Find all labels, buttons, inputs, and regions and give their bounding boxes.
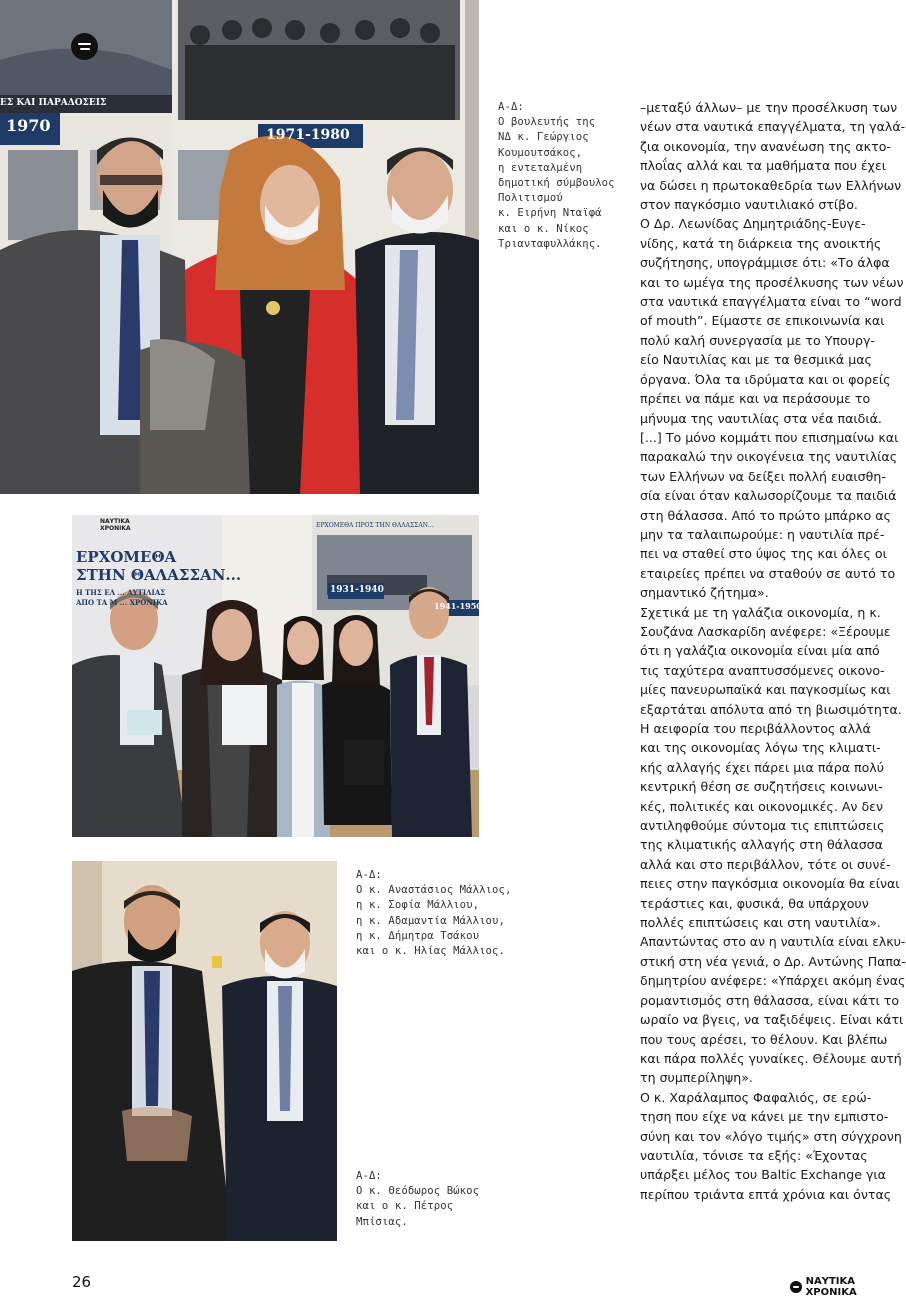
poster-year-1931-1940: 1931-1940: [330, 585, 384, 595]
article-line: πειες στην παγκόσμια οικονομία θα είναι: [640, 876, 900, 892]
poster-brand: ΝΑΥΤΙΚΑ ΧΡΟΝΙΚΑ: [100, 518, 131, 532]
article-line: πει να σταθεί στο ύψος της και όλες οι: [640, 546, 887, 562]
article-line: τεράστιες και, φυσικά, θα υπάρχουν: [640, 895, 869, 911]
poster-year-1970: 1970: [6, 116, 51, 135]
article-line: Σουζάνα Λασκαρίδη ανέφερε: «Ξέρουμε: [640, 623, 891, 639]
article-line: ωραίο να βγεις, να ταξιδέψεις. Είναι κάτι: [640, 1012, 904, 1028]
caption-line: ΝΔ κ. Γεώργιος: [498, 131, 589, 144]
article-line: και το ωμέγα της προσέλκυσης των νέων: [640, 274, 904, 290]
caption-line: και ο κ. Ηλίας Μάλλιος.: [356, 945, 505, 958]
footer-brand: [790, 1276, 906, 1298]
article-line: ρομαντισμός στη θάλασσα, είναι κάτι το: [640, 992, 900, 1008]
article-line: και της οικονομίας λόγω της κλιματι-: [640, 740, 881, 756]
article-line: τις ταχύτερα αναπτυσσόμενες οικονο-: [640, 662, 885, 678]
article-line: Σχετικά με τη γαλάζια οικονομία, η κ.: [640, 604, 881, 620]
poster-year-1971-1980: 1971-1980: [266, 127, 350, 143]
article-line: πολύ καλή συνεργασία με το Υπουργ-: [640, 332, 875, 348]
caption-line: Τριανταφυλλάκης.: [498, 237, 602, 250]
article-line: στον παγκόσμιο ναυτιλιακό στίβο.: [640, 197, 858, 213]
photo-vokos-bisias: [72, 861, 337, 1241]
banner-title-2: ΣΤΗΝ ΘΑΛΑΣΣΑΝ...: [76, 566, 242, 584]
article-line: κεντρική θέση σε συζητήσεις κοινωνι-: [640, 779, 883, 795]
article-line: ναυτιλία, τόνισε τα εξής: «Έχοντας: [640, 1147, 868, 1163]
caption-line: Ο κ. Θεόδωρος Βώκος: [356, 1185, 480, 1198]
article-line: παρακαλώ την οικογένεια της ναυτιλίας: [640, 449, 898, 465]
caption-line: Πολιτισμού: [498, 192, 563, 205]
caption-line: και ο κ. Πέτρος: [356, 1200, 454, 1213]
article-line: πολλές επιπτώσεις και στη ναυτιλία».: [640, 915, 881, 931]
caption-line: κ. Ειρήνη Νταϊφά: [498, 207, 602, 220]
article-line: [...] Το μόνο κομμάτι που επισημαίνω και: [640, 429, 899, 445]
article-line: που τους αρέσει, το θέλουν. Και βλέπω: [640, 1031, 888, 1047]
article-line: των Ελλήνων να δείξει πολλή ευαισθη-: [640, 468, 886, 484]
article-line: τηση που είχε να κάνει με την εμπιστο-: [640, 1109, 889, 1125]
article-line: κής αλλαγής έχει πάρει μια πάρα πολύ: [640, 759, 885, 775]
article-line: νέων στα ναυτικά επαγγέλματα, τη γαλά-: [640, 119, 906, 135]
article-line: –μεταξύ άλλων– με την προσέλκυση των: [640, 100, 898, 115]
caption-line: η εντεταλμένη: [498, 161, 583, 174]
article-line: αντιληφθούμε σύντομα τις επιπτώσεις: [640, 818, 885, 834]
article-line: εξαρτάται απόλυτα από τη βιωσιμότητα.: [640, 701, 902, 717]
article-line: της κλιματικής αλλαγής στη θάλασσα: [640, 837, 883, 853]
article-line: σία είναι όταν καλωσορίζουμε τα παιδιά: [640, 488, 897, 504]
caption-line: Α-Δ:: [356, 1170, 382, 1182]
article-text-column: [640, 98, 906, 1204]
article-line: ότι η γαλάζια οικονομία είναι μία από: [640, 643, 880, 659]
page-number: 26: [72, 1273, 92, 1291]
article-line: μην τα ταλαιπωρούμε: η ναυτιλία πρέ-: [640, 526, 885, 542]
banner-sub-2: ΑΠΟ ΤΑ Μ ... ΧΡΟΝΙΚΑ: [76, 598, 168, 607]
poster-year-1941-1950: 1941-1950: [434, 601, 482, 611]
caption-line: Κουμουτσάκος,: [498, 146, 583, 159]
photo-caption-2: [356, 868, 526, 959]
article-line: Ο Δρ. Λεωνίδας Δημητριάδης-Ευγε-: [640, 216, 866, 232]
article-line: στα ναυτικά επαγγέλματα είναι το “word: [640, 294, 902, 310]
photo-caption-1: [498, 100, 628, 252]
article-line: περίπου τριάντα επτά χρόνια και όντας: [640, 1186, 892, 1202]
article-line: είο Ναυτιλίας και με τα θεσμικά μας: [640, 352, 872, 368]
magazine-logo-icon: [71, 33, 98, 60]
article-line: στη θάλασσα. Από το πρώτο μπάρκο ας: [640, 507, 891, 523]
banner-sub-1: Η ΤΗΣ ΕΛ ... ΑΥΤΙΛΙΑΣ: [76, 588, 166, 597]
caption-line: Α-Δ:: [498, 101, 524, 113]
article-line: μήνυμα της ναυτιλίας στα νέα παιδιά.: [640, 410, 882, 426]
article-line: σύνη και τον «λόγο τιμής» στη σύγχρονη: [640, 1128, 902, 1144]
caption-line: Α-Δ:: [356, 869, 382, 881]
poster-heading: ΕΣ ΚΑΙ ΠΑΡΑΔΟΣΕΙΣ: [0, 98, 107, 108]
banner-title-1: ΕΡΧΟΜΕΘΑ: [76, 548, 177, 566]
article-line: δημητρίου ανέφερε: «Υπάρχει ακόμη ένας: [640, 973, 906, 989]
caption-line: δημοτική σύμβουλος: [498, 177, 615, 190]
article-line: Η αειφορία του περιβάλλοντος αλλά: [640, 721, 871, 736]
article-line: κές, πολιτικές και οικονομικές. Αν δεν: [640, 798, 884, 814]
article-line: πρέπει να πάμε και να περάσουμε το: [640, 391, 871, 407]
article-line: αλλά και στο περιβάλλον, τότε οι συνέ-: [640, 856, 891, 872]
article-line: τη συμπερίληψη».: [640, 1070, 753, 1086]
caption-line: η κ. Αδαμαντία Μάλλιου,: [356, 914, 505, 927]
caption-line: Ο κ. Αναστάσιος Μάλλιος,: [356, 884, 512, 897]
article-line: στική στη νέα γενιά, ο Δρ. Αντώνης Παπα-: [640, 953, 906, 969]
article-line: σημαντικό ζήτημα».: [640, 585, 769, 601]
article-line: και πάρα πολλές γυναίκες. Θέλουμε αυτή: [640, 1050, 902, 1066]
brand-logo-icon: [790, 1281, 802, 1293]
caption-line: Ο βουλευτής της: [498, 116, 596, 129]
article-line: υπάρξει μέλος του Baltic Exchange για: [640, 1167, 886, 1183]
photo-caption-3: [356, 1169, 486, 1230]
article-line: συζήτησης, υπογράμμισε ότι: «Το άλφα: [640, 255, 890, 271]
caption-line: και ο κ. Νίκος: [498, 222, 589, 235]
article-line: πλοΐας αλλά και τα μαθήματα που έχει: [640, 158, 887, 174]
article-line: να δώσει η πρωτοκαθεδρία των Ελλήνων: [640, 177, 902, 193]
poster-heading-2: ΕΡΧΟΜΕΘΑ ΠΡΟΣ ΤΗΝ ΘΑΛΑΣΣΑΝ...: [316, 522, 434, 529]
caption-line: η κ. Δήμητρα Τσάκου: [356, 929, 480, 942]
article-line: εταιρείες πρέπει να σταθούν σε αυτό το: [640, 565, 896, 581]
article-line: ζια οικονομία, την ανανέωση της ακτο-: [640, 138, 891, 154]
article-line: όργανα. Όλα τα ιδρύματα και οι φορείς: [640, 371, 891, 387]
article-line: Ο κ. Χαράλαμπος Φαφαλιός, σε ερώ-: [640, 1089, 872, 1105]
article-line: Απαντώντας στο αν η ναυτιλία είναι ελκυ-: [640, 934, 906, 950]
footer-brand-text: ΝΑΥΤΙΚΑ ΧΡΟΝΙΚΑ: [805, 1276, 857, 1298]
caption-line: Μπίσιας.: [356, 1215, 408, 1228]
article-line: μίες πανευρωπαϊκά και παγκοσμίως και: [640, 682, 891, 698]
photo-koumoutsakos-ntaifa-triantafyllakis: [0, 0, 479, 494]
article-line: of mouth”. Είμαστε σε επικοινωνία και: [640, 313, 885, 329]
caption-line: η κ. Σοφία Μάλλιου,: [356, 899, 480, 912]
article-line: νίδης, κατά τη διάρκεια της ανοικτής: [640, 235, 882, 251]
